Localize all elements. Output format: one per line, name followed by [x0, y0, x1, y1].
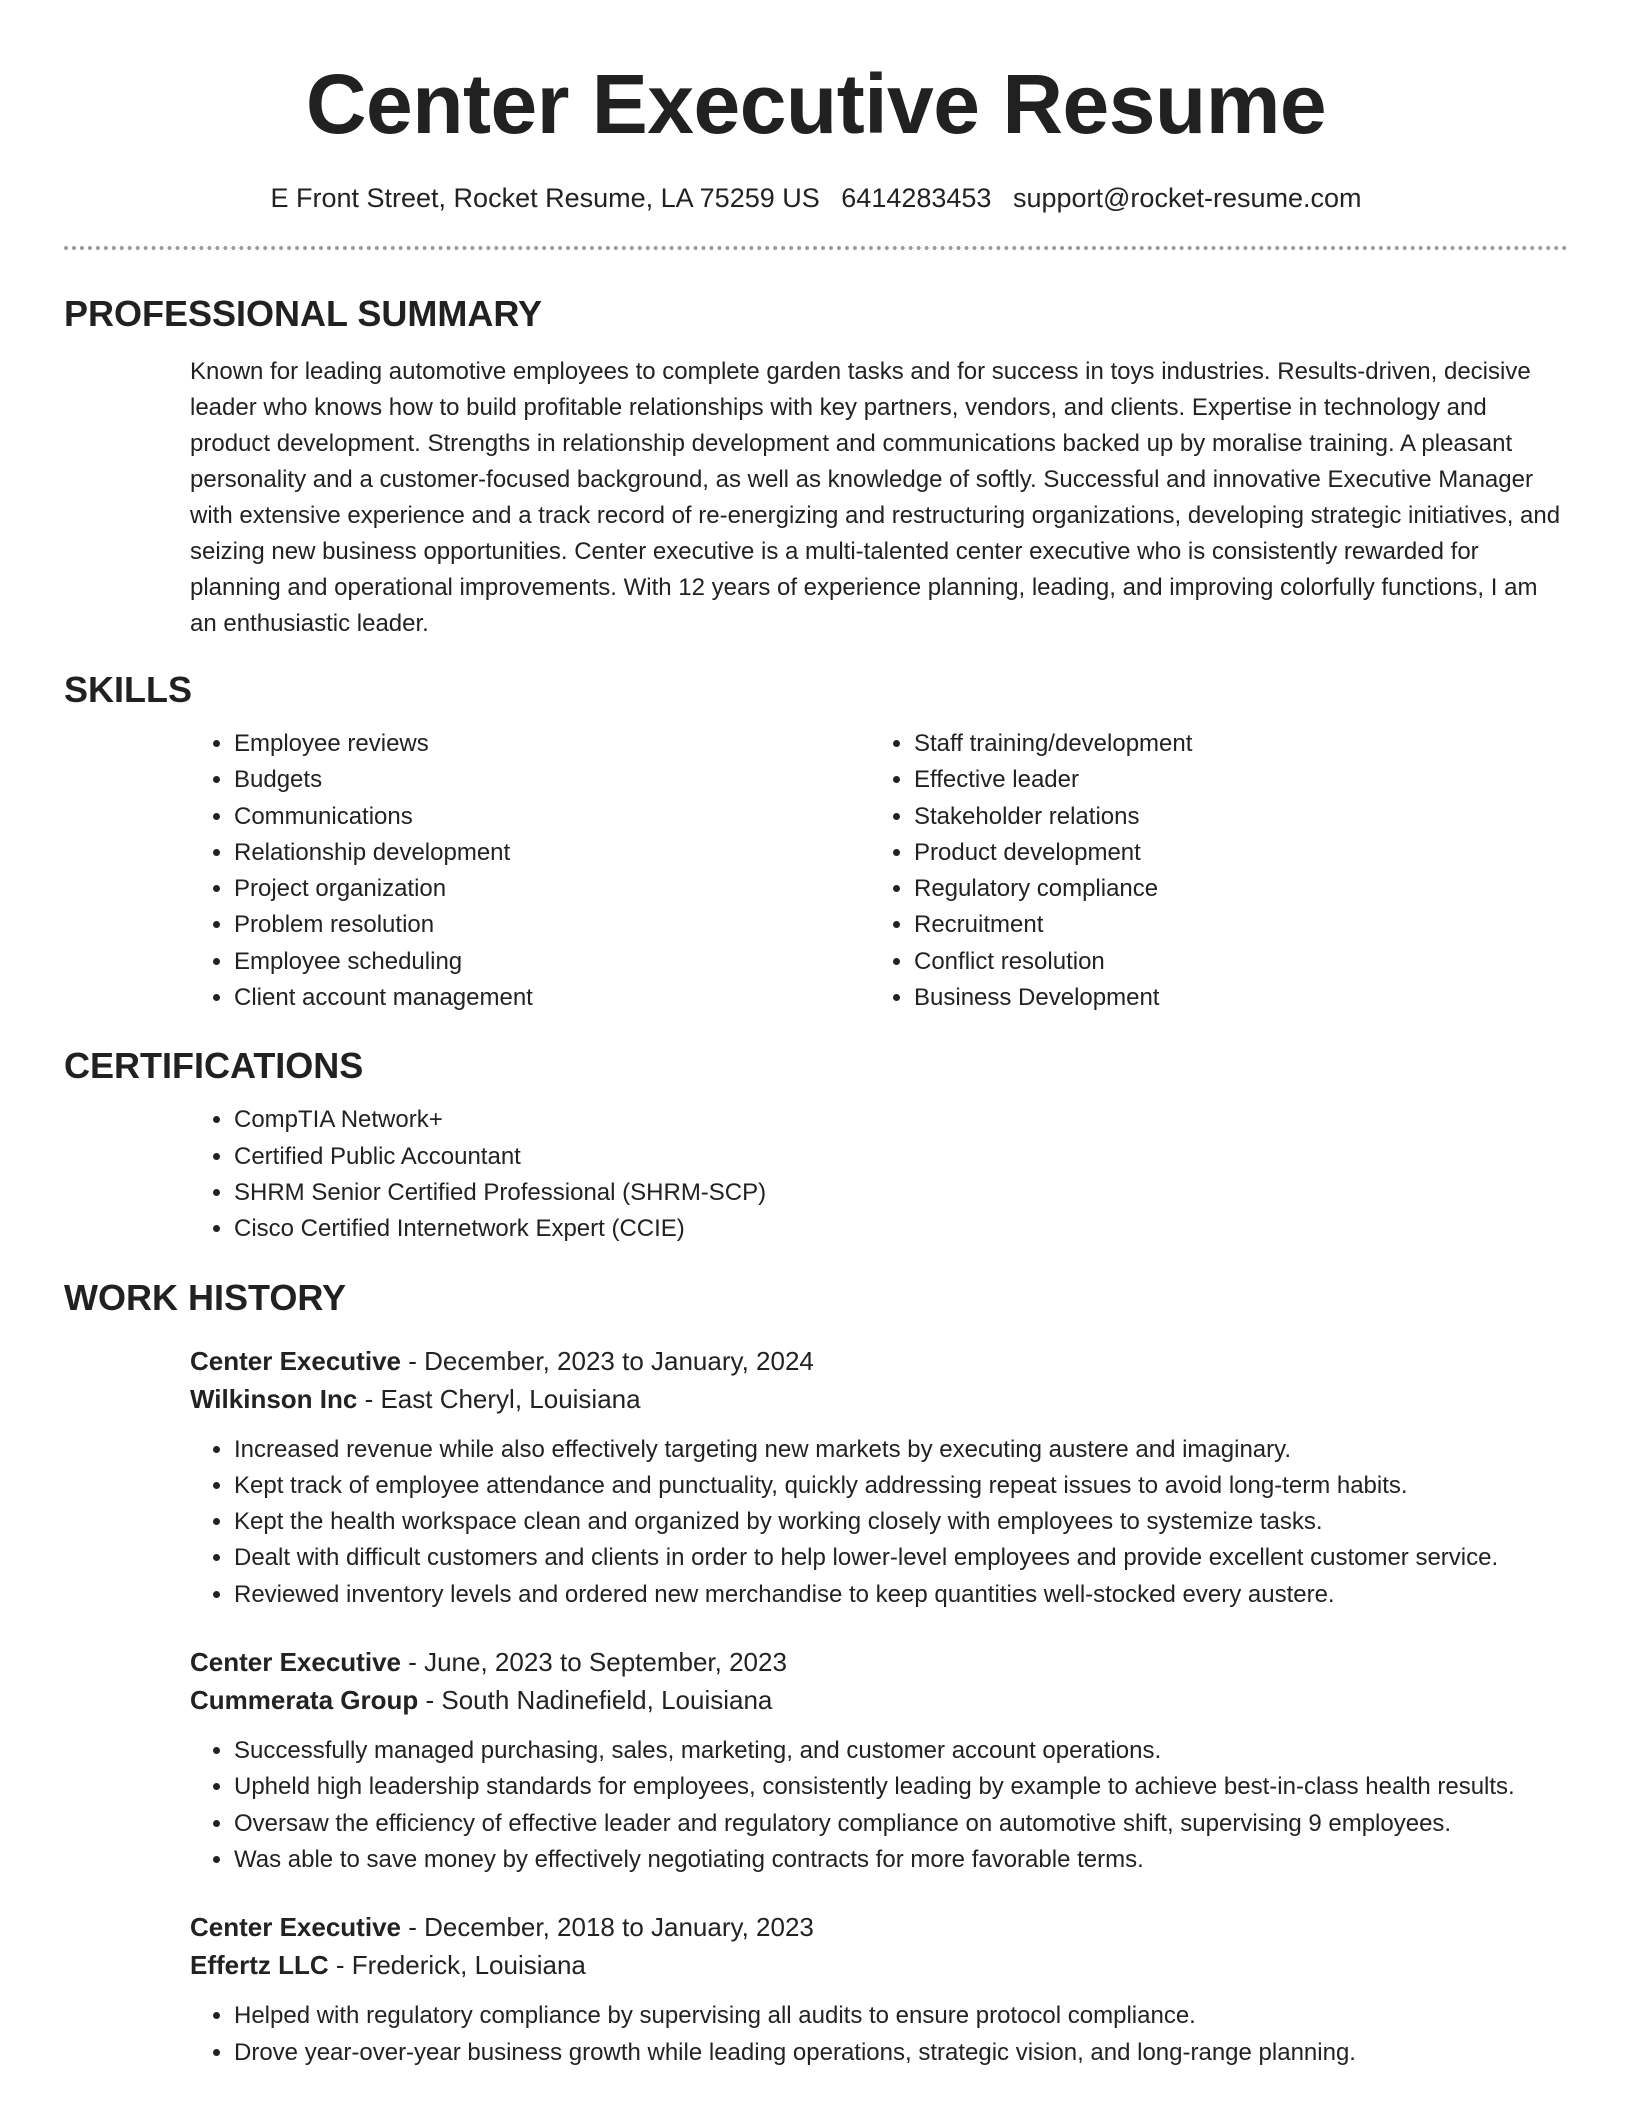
job-bullet: • Kept the health workspace clean and organized by working closely with employees to systemize tasks. [234, 1504, 1568, 1540]
skill-item: • Stakeholder relations [914, 799, 1550, 835]
job-bullet: • Successfully managed purchasing, sales, marketing, and customer account operations. [234, 1733, 1568, 1769]
job-location: - South Nadinefield, Louisiana [418, 1685, 773, 1716]
job-entry [190, 1643, 1568, 1878]
contact-email: support@rocket-resume.com [1012, 183, 1362, 213]
job-entry [190, 1908, 1568, 2071]
certification-item: • Cisco Certified Internetwork Expert (CCIE) [234, 1211, 1568, 1247]
job-company: Effertz LLC [190, 1950, 329, 1981]
job-title-line [190, 1908, 1568, 1946]
job-bullet: • Was able to save money by effectively negotiating contracts for more favorable terms. [234, 1842, 1568, 1878]
job-bullet: • Drove year-over-year business growth while leading operations, strategic vision, and long-range planning. [234, 2035, 1568, 2071]
job-location: - Frederick, Louisiana [328, 1950, 586, 1981]
skill-item: • Recruitment [914, 907, 1550, 943]
work-history-section [64, 1276, 1568, 2071]
job-dates: - December, 2023 to January, 2024 [400, 1345, 814, 1376]
skill-item: • Project organization [234, 871, 870, 907]
skills-heading: SKILLS [64, 669, 193, 710]
job-title: Center Executive [190, 1647, 401, 1678]
skill-item: • Problem resolution [234, 907, 870, 943]
summary-heading: PROFESSIONAL SUMMARY [64, 293, 543, 334]
job-bullet: • Reviewed inventory levels and ordered new merchandise to keep quantities well-stocked every austere. [234, 1577, 1568, 1613]
job-dates: - June, 2023 to September, 2023 [400, 1647, 787, 1678]
job-company: Wilkinson Inc [190, 1383, 358, 1414]
skill-item: • Relationship development [234, 835, 870, 871]
job-bullet: • Upheld high leadership standards for employees, consistently leading by example to achieve best-in-class health results. [234, 1769, 1568, 1805]
contact-line [0, 180, 1632, 216]
job-bullet: • Dealt with difficult customers and clients in order to help lower-level employees and provide excellent customer service. [234, 1540, 1568, 1576]
skills-column-left [190, 726, 870, 1016]
job-bullet: • Oversaw the efficiency of effective leader and regulatory compliance on automotive shift, supervising 9 employees. [234, 1806, 1568, 1842]
skill-item: • Product development [914, 835, 1550, 871]
job-company-line [190, 1946, 1568, 1984]
skill-item: • Conflict resolution [914, 944, 1550, 980]
skill-item: • Communications [234, 799, 870, 835]
skill-item: • Staff training/development [914, 726, 1550, 762]
contact-phone: 6414283453 [841, 183, 992, 213]
skill-item: • Budgets [234, 762, 870, 798]
skills-column-right [870, 726, 1550, 1016]
certification-item: • Certified Public Accountant [234, 1139, 1568, 1175]
job-title: Center Executive [190, 1345, 401, 1376]
skill-item: • Regulatory compliance [914, 871, 1550, 907]
job-company: Cummerata Group [190, 1685, 419, 1716]
job-location: - East Cheryl, Louisiana [357, 1383, 641, 1414]
certifications-section [64, 1044, 1568, 1247]
resume-name: Center Executive Resume [305, 57, 1327, 151]
certification-item: • SHRM Senior Certified Professional (SHRM-SCP) [234, 1175, 1568, 1211]
job-bullet: • Kept track of employee attendance and punctuality, quickly addressing repeat issues to avoid long-term habits. [234, 1468, 1568, 1504]
skill-item: • Business Development [914, 980, 1550, 1016]
job-title-line [190, 1643, 1568, 1681]
resume-header [0, 0, 1632, 216]
certifications-heading: CERTIFICATIONS [64, 1045, 364, 1087]
work-history-heading: WORK HISTORY [64, 1276, 347, 1318]
skill-item: • Employee reviews [234, 726, 870, 762]
job-dates: - December, 2018 to January, 2023 [400, 1912, 814, 1943]
skills-section [64, 668, 1568, 1016]
job-company-line [190, 1681, 1568, 1719]
summary-section [64, 292, 1568, 642]
job-title: Center Executive [190, 1912, 401, 1943]
skill-item: • Effective leader [914, 762, 1550, 798]
job-bullet: • Helped with regulatory compliance by supervising all audits to ensure protocol compliance. [234, 1998, 1568, 2034]
skill-item: • Client account management [234, 980, 870, 1016]
certification-item: • CompTIA Network+ [234, 1102, 1568, 1138]
skill-item: • Employee scheduling [234, 944, 870, 980]
job-bullet: • Increased revenue while also effectively targeting new markets by executing austere and imaginary. [234, 1432, 1568, 1468]
job-company-line [190, 1380, 1568, 1418]
job-title-line [190, 1342, 1568, 1380]
summary-text: Known for leading automotive employees to complete garden tasks and for success in toys industries. Results-driven, decisive leader who knows how to build profitable relationships with key partners, vendors, and clients. Expertise in technology and product development. Strengths in relationship development and communications backed up by moralise training. A pleasant personality and a customer-focused background, as well as knowledge of softly. Successful and innovative Executive Manager with extensive experience and a track record of re-energizing and restructuring organizations, developing strategic initiatives, and seizing new business opportunities. Center executive is a multi-talented center executive who is consistently rewarded for planning and operational improvements. With 12 years of experience planning, leading, and improving colorfully functions, I am an enthusiastic leader. [190, 358, 1561, 637]
contact-address: E Front Street, Rocket Resume, LA 75259 US [270, 183, 820, 213]
job-entry [190, 1342, 1568, 1613]
header-divider [64, 246, 1568, 250]
